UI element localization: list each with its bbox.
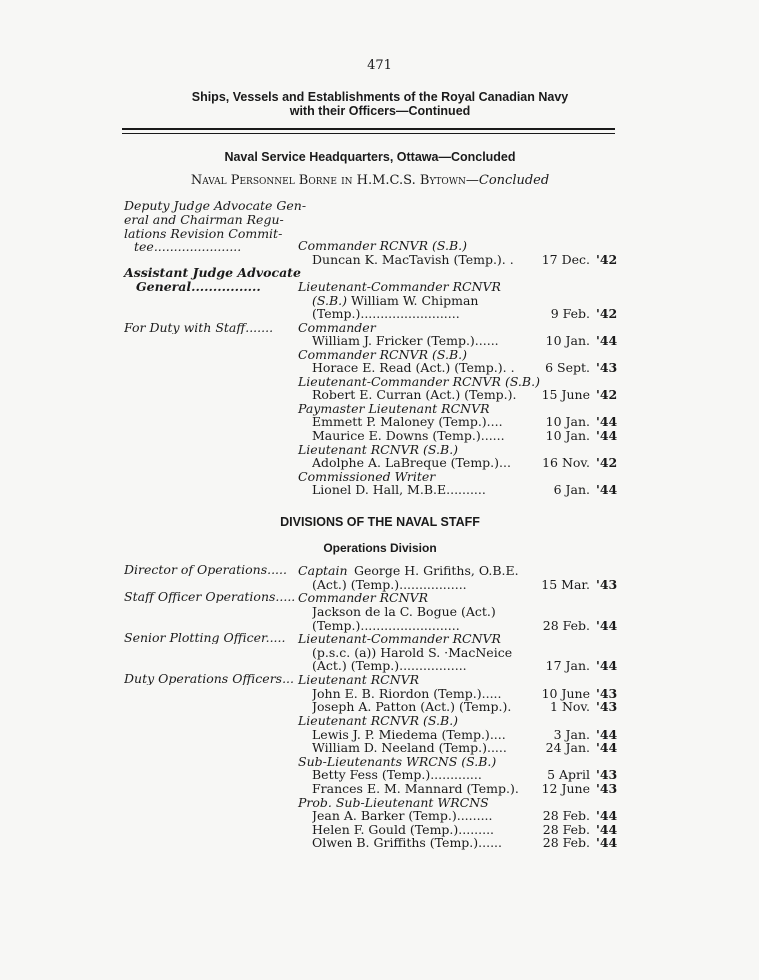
appointment-year: '43 [596, 767, 618, 782]
appointment-year: '44 [596, 740, 618, 755]
officer-name: Olwen B. Griffiths (Temp.)...... [312, 835, 502, 850]
page-number: 471 [367, 58, 392, 73]
role-deputy-judge-line3: lations Revision Commit- [124, 226, 283, 241]
appointment-year: '44 [596, 822, 618, 837]
officer-name: Jackson de la C. Bogue (Act.) [312, 604, 496, 619]
appointment-date: 17 Jan. [545, 658, 590, 673]
rank-line: Commissioned Writer [298, 469, 436, 484]
role-duty-operations-officers: Duty Operations Officers... [124, 672, 295, 685]
officer-name: Horace E. Read (Act.) (Temp.). . [312, 360, 515, 375]
officer-name: William D. Neeland (Temp.)..... [312, 740, 507, 755]
appointment-year: '43 [596, 781, 618, 796]
appointment-year: '44 [596, 428, 618, 443]
officer-name: Jean A. Barker (Temp.)......... [312, 808, 493, 823]
officer-name: Maurice E. Downs (Temp.)...... [312, 428, 505, 443]
role-director-operations: Director of Operations..... [124, 563, 287, 576]
appointment-date: 28 Feb. [542, 808, 590, 823]
double-rule-bottom [122, 133, 615, 134]
appointment-date: 28 Feb. [542, 618, 590, 633]
officer-name: Betty Fess (Temp.)............. [312, 767, 482, 782]
officer-name: Lionel D. Hall, M.B.E.......... [312, 482, 486, 497]
appointment-date: 10 June [541, 686, 590, 701]
appointment-year: '44 [596, 835, 618, 850]
subsection-title [110, 173, 630, 188]
appointment-year: '44 [596, 618, 618, 633]
role-deputy-judge-line1: Deputy Judge Advocate Gen- [124, 198, 307, 213]
officer-name: Adolphe A. LaBreque (Temp.)... [312, 455, 511, 470]
appointment-year: '42 [596, 306, 618, 321]
officer-name: George H. Grifiths, O.B.E. [354, 563, 519, 578]
officer-name: (p.s.c. (a)) Harold S. ·MacNeice [312, 645, 513, 660]
appointment-date: 17 Dec. [541, 252, 590, 267]
officer-name: (Act.) (Temp.)................. [312, 577, 467, 592]
rank-line: Commander RCNVR [298, 590, 428, 605]
divisions-title: DIVISIONS OF THE NAVAL STAFF [280, 515, 480, 529]
appointment-year: '44 [596, 658, 618, 673]
officer-name: Emmett P. Maloney (Temp.).... [312, 414, 503, 429]
appointment-year: '43 [596, 699, 618, 714]
appointment-year: '44 [596, 727, 618, 742]
appointment-date: 5 April [547, 767, 590, 782]
officer-name: Frances E. M. Mannard (Temp.). [312, 781, 519, 796]
rank-line: Lieutenant RCNVR (S.B.) [298, 713, 459, 728]
appointment-date: 1 Nov. [550, 699, 590, 714]
appointment-year: '44 [596, 333, 618, 348]
appointment-date: 28 Feb. [542, 835, 590, 850]
appointment-date: 10 Jan. [545, 414, 590, 429]
officer-name: Duncan K. MacTavish (Temp.). . [312, 252, 514, 267]
rank-line: Lieutenant RCNVR [298, 672, 420, 687]
appointment-year: '42 [596, 252, 618, 267]
appointment-year: '44 [596, 482, 618, 497]
officer-name: (Temp.)......................... [312, 618, 460, 633]
appointment-year: '43 [596, 360, 618, 375]
officer-name: (S.B.) William W. Chipman [312, 293, 479, 308]
appointment-date: 16 Nov. [542, 455, 590, 470]
role-staff-officer-operations: Staff Officer Operations..... [124, 590, 296, 603]
officer-name: John E. B. Riordon (Temp.)..... [312, 686, 502, 701]
rank-line: Lieutenant-Commander RCNVR [298, 631, 501, 646]
officer-name: William J. Fricker (Temp.)...... [312, 333, 499, 348]
appointment-year: '44 [596, 414, 618, 429]
header-line-1: Ships, Vessels and Establishments of the Royal Canadian Navy [191, 90, 569, 104]
appointment-date: 6 Jan. [553, 482, 590, 497]
appointment-date: 9 Feb. [550, 306, 590, 321]
subsection-title-concluded: Concluded [478, 173, 550, 188]
appointment-year: '42 [596, 387, 618, 402]
operations-division-title: Operations Division [323, 541, 437, 555]
appointment-date: 6 Sept. [545, 360, 590, 375]
rank-line: Lieutenant-Commander RCNVR (S.B.) [298, 374, 540, 389]
double-rule-top [122, 128, 615, 130]
header-line-2: with their Officers—Continued [289, 104, 471, 118]
appointment-date: 28 Feb. [542, 822, 590, 837]
officer-name: Robert E. Curran (Act.) (Temp.). [312, 387, 517, 402]
rank-line: Lieutenant RCNVR (S.B.) [298, 442, 459, 457]
role-duty-with-staff: For Duty with Staff....... [124, 321, 274, 334]
officer-name: Lewis J. P. Miedema (Temp.).... [312, 727, 506, 742]
officer-name: (Temp.)......................... [312, 306, 460, 321]
appointment-date: 12 June [541, 781, 590, 796]
appointment-date: 3 Jan. [553, 727, 590, 742]
appointment-year: '43 [596, 686, 618, 701]
role-senior-plotting-officer: Senior Plotting Officer..... [124, 631, 286, 644]
role-deputy-judge-line4: tee...................... [134, 240, 242, 253]
appointment-year: '43 [596, 577, 618, 592]
appointment-year: '44 [596, 808, 618, 823]
rank-line: Commander RCNVR (S.B.) [298, 347, 467, 362]
role-assistant-judge-line2: General................ [136, 280, 261, 293]
appointment-date: 10 Jan. [545, 428, 590, 443]
appointment-date: 10 Jan. [545, 333, 590, 348]
officer-name: (Act.) (Temp.)................. [312, 658, 467, 673]
role-deputy-judge-line2: eral and Chairman Regu- [124, 212, 284, 227]
rank-line: Commander RCNVR (S.B.) [298, 238, 467, 253]
subsection-title-main: Naval Personnel Borne in H.M.C.S. Bytown— [190, 173, 479, 188]
rank-line: Lieutenant-Commander RCNVR [298, 279, 501, 294]
appointment-date: 15 Mar. [541, 577, 590, 592]
appointment-date: 15 June [541, 387, 590, 402]
role-assistant-judge-line1: Assistant Judge Advocate [124, 265, 301, 280]
officer-name: Helen F. Gould (Temp.)......... [312, 822, 495, 837]
rank-line: Prob. Sub-Lieutenant WRCNS [298, 795, 489, 810]
rank-line: Captain [298, 563, 348, 578]
section-title: Naval Service Headquarters, Ottawa—Concluded [224, 150, 516, 164]
rank-line: Sub-Lieutenants WRCNS (S.B.) [298, 754, 497, 769]
rank-line: Paymaster Lieutenant RCNVR [298, 401, 490, 416]
officer-name: Joseph A. Patton (Act.) (Temp.). [312, 699, 512, 714]
rank-line: Commander [298, 320, 376, 335]
appointment-year: '42 [596, 455, 618, 470]
appointment-date: 24 Jan. [545, 740, 590, 755]
